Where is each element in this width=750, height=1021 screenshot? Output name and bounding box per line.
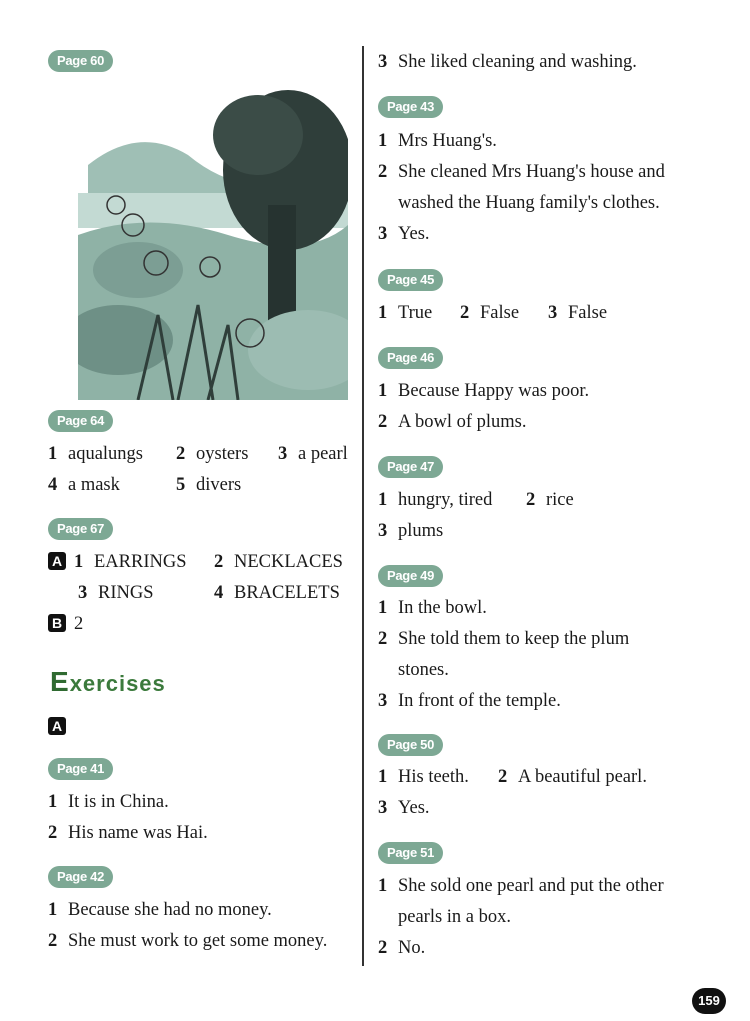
section-a-badge: A [48, 717, 66, 735]
answer-text: a mask [68, 475, 120, 495]
answer-row-45-1: 1 True [378, 303, 433, 323]
answer-row-43-2: 2 She cleaned Mrs Huang's house and [378, 162, 665, 182]
answer-row-46-1: 1 Because Happy was poor. [378, 381, 590, 401]
answer-row-64-c: 3 a pearl [278, 444, 348, 464]
answer-row-67-a1: A 1 EARRINGS [48, 551, 187, 573]
answer-row-41-2: 2 His name was Hai. [48, 823, 208, 843]
answer-row-47-2: 2 rice [526, 490, 574, 510]
answer-text: divers [196, 475, 242, 495]
answer-row-49-1: 1 In the bowl. [378, 598, 487, 618]
page-tag-45: Page 45 [378, 269, 443, 291]
answer-row-64-d: 4 a mask [48, 475, 120, 495]
page-tag-49: Page 49 [378, 565, 443, 587]
section-a-badge: A [48, 552, 66, 570]
page-tag-60: Page 60 [48, 50, 113, 72]
answer-row-49-3: 3 In front of the temple. [378, 691, 561, 711]
answer-row-64-a: 1 aqualungs [48, 444, 144, 464]
answer-text: oysters [196, 444, 249, 464]
section-b-badge: B [48, 614, 66, 632]
answer-row-41-1: 1 It is in China. [48, 792, 169, 812]
answer-row-43-2-cont: washed the Huang family's clothes. [398, 193, 660, 213]
answer-row-50-2: 2 A beautiful pearl. [498, 767, 647, 787]
page-tag-43: Page 43 [378, 96, 443, 118]
answer-row-49-2-cont: stones. [398, 660, 449, 680]
answer-row-42-3: 3 She liked cleaning and washing. [378, 52, 637, 72]
answer-row-46-2: 2 A bowl of plums. [378, 412, 527, 432]
answer-row-64-b: 2 oysters [176, 444, 249, 464]
answer-row-42-2: 2 She must work to get some money. [48, 931, 328, 951]
answer-row-45-3: 3 False [548, 303, 608, 323]
page-tag-46: Page 46 [378, 347, 443, 369]
page-tag-42: Page 42 [48, 866, 113, 888]
answer-row-43-3: 3 Yes. [378, 224, 430, 244]
answer-row-67-b: B 2 [48, 613, 83, 635]
answer-row-42-1: 1 Because she had no money. [48, 900, 272, 920]
answer-row-67-a4: 4 BRACELETS [214, 583, 340, 603]
page-tag-47: Page 47 [378, 456, 443, 478]
answer-row-49-2: 2 She told them to keep the plum [378, 629, 630, 649]
column-divider [362, 46, 364, 966]
page-tag-41: Page 41 [48, 758, 113, 780]
answer-row-50-3: 3 Yes. [378, 798, 430, 818]
answer-row-67-a3: 3 RINGS [78, 583, 154, 603]
answer-row-50-1: 1 His teeth. [378, 767, 469, 787]
answer-text: aqualungs [68, 444, 144, 464]
page-tag-50: Page 50 [378, 734, 443, 756]
answer-row-45-2: 2 False [460, 303, 520, 323]
exercises-heading: Exercises [50, 666, 166, 697]
answer-row-47-1: 1 hungry, tired [378, 490, 493, 510]
island-illustration [78, 85, 348, 400]
answer-row-51-1: 1 She sold one pearl and put the other [378, 876, 664, 896]
answer-row-43-1: 1 Mrs Huang's. [378, 131, 497, 151]
answer-row-51-1-cont: pearls in a box. [398, 907, 512, 927]
page-tag-67: Page 67 [48, 518, 113, 540]
answer-text: a pearl [298, 444, 348, 464]
section-a-exercises [48, 716, 74, 738]
page-tag-64: Page 64 [48, 410, 113, 432]
answer-row-64-e: 5 divers [176, 475, 242, 495]
answer-row-51-2: 2 No. [378, 938, 426, 958]
page-number: 159 [692, 988, 726, 1014]
answer-row-47-3: 3 plums [378, 521, 444, 541]
page-tag-51: Page 51 [378, 842, 443, 864]
answer-row-67-a2: 2 NECKLACES [214, 552, 343, 572]
